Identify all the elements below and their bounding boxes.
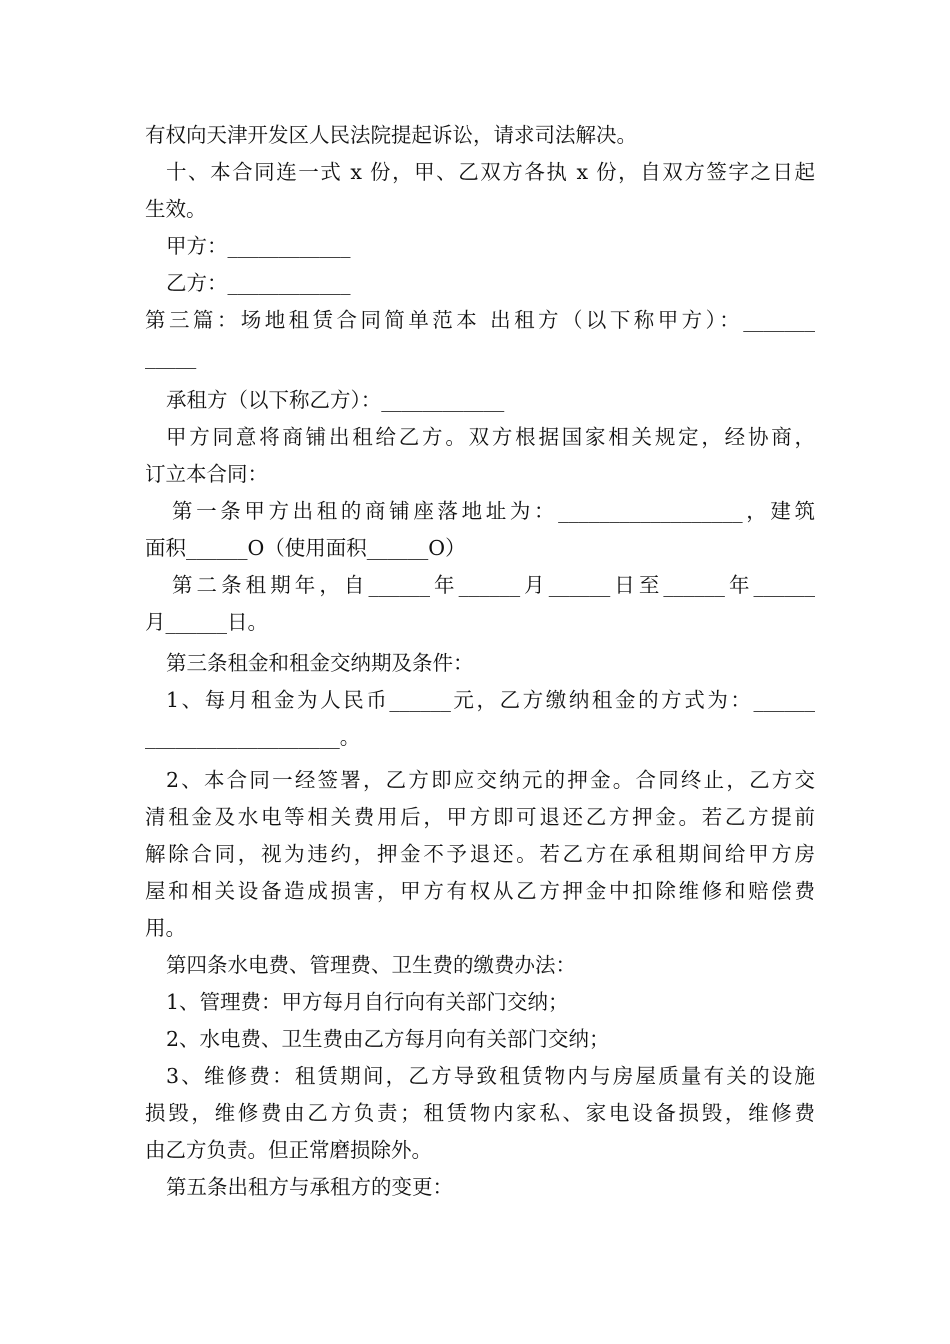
text-line: _____ xyxy=(145,345,197,369)
text-line: 订立本合同： xyxy=(145,462,268,486)
text-line: 第三条租金和租金交纳期及条件： xyxy=(166,651,474,675)
text-line: 面积______O（使用面积______O） xyxy=(145,536,466,560)
text-line: 十、本合同连一式 x 份，甲、乙双方各执 x 份，自双方签字之日起 xyxy=(166,160,815,184)
text-line: 第四条水电费、管理费、卫生费的缴费办法： xyxy=(166,953,576,977)
text-line: 屋和相关设备造成损害，甲方有权从乙方押金中扣除维修和赔偿费 xyxy=(145,879,815,903)
text-line: 损毁，维修费由乙方负责；租赁物内家私、家电设备损毁，维修费 xyxy=(145,1101,815,1125)
text-line: 承租方（以下称乙方）：____________ xyxy=(166,388,505,412)
text-line: 甲方：____________ xyxy=(166,234,351,258)
text-line: 1、管理费：甲方每月自行向有关部门交纳； xyxy=(166,990,569,1014)
text-line: 第五条出租方与承租方的变更： xyxy=(166,1175,453,1199)
text-line: 月______日。 xyxy=(145,610,268,634)
text-line: 1、每月租金为人民币______元，乙方缴纳租金的方式为：______ xyxy=(166,688,815,712)
text-line: 解除合同，视为违约，押金不予退还。若乙方在承租期间给甲方房 xyxy=(145,842,815,866)
text-line: 3、维修费：租赁期间，乙方导致租赁物内与房屋质量有关的设施 xyxy=(166,1064,815,1088)
text-line: 用。 xyxy=(145,916,186,940)
text-line: 有权向天津开发区人民法院提起诉讼，请求司法解决。 xyxy=(145,123,637,147)
contract-text xyxy=(145,117,815,1206)
text-line: ___________________。 xyxy=(145,725,361,749)
text-line: 生效。 xyxy=(145,197,207,221)
text-line: 乙方：____________ xyxy=(166,271,351,295)
text-line: 第一条甲方出租的商铺座落地址为：__________________，建筑 xyxy=(172,499,815,523)
text-line: 第三篇：场地租赁合同简单范本 出租方（以下称甲方）：_______ xyxy=(145,308,815,332)
text-line: 2、本合同一经签署，乙方即应交纳元的押金。合同终止，乙方交 xyxy=(166,768,815,792)
text-line: 清租金及水电等相关费用后，甲方即可退还乙方押金。若乙方提前 xyxy=(145,805,815,829)
text-line: 第二条租期年，自______年______月______日至______年______ xyxy=(172,573,815,597)
text-line: 由乙方负责。但正常磨损除外。 xyxy=(145,1138,432,1162)
text-line: 2、水电费、卫生费由乙方每月向有关部门交纳； xyxy=(166,1027,610,1051)
text-line: 甲方同意将商铺出租给乙方。双方根据国家相关规定，经协商， xyxy=(166,425,815,449)
